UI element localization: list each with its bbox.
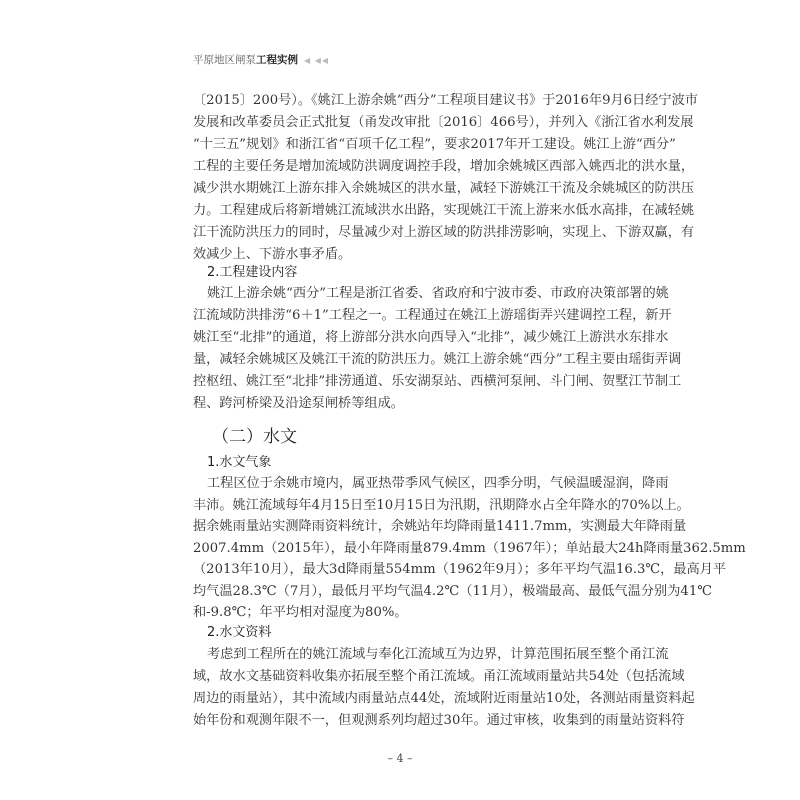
subheading-construction-content: 2.工程建设内容 (207, 265, 298, 280)
text-line: 效减少上、下游水事矛盾。 (193, 247, 352, 262)
paragraph-hydro-meteorology (193, 473, 746, 624)
text-line: 〔2015〕200号）。《姚江上游余姚“西分”工程项目建议书》于2016年9月6日经宁波市 (193, 93, 698, 108)
arrows-decoration-icon: ◀ ◀◀ (304, 56, 329, 65)
text-line: 工程区位于余姚市境内，属亚热带季风气候区，四季分明，气候温暖湿润，降雨 (207, 476, 669, 491)
text-line: 程、跨河桥梁及沿途泵闸桥等组成。 (193, 396, 404, 411)
text-line: 据余姚雨量站实测降雨资料统计，余姚站年均降雨量1411.7mm，实测最大年降雨量 (193, 519, 687, 534)
text-line: 域，故水文基础资料收集亦拓展至整个甬江流域。甬江流域雨量站共54处（包括流域 (193, 669, 685, 684)
text-line: 减少洪水期姚江上游东排入余姚城区的洪水量，减轻下游姚江干流及余姚城区的防洪压 (193, 181, 695, 196)
text-line: 控枢纽、姚江至“北排”排涝通道、乐安湖泵站、西横河泵闸、斗门闸、贺墅江节制工 (193, 374, 682, 389)
text-line: （2013年10月），最大3d降雨量554mm（1962年9月）；多年平均气温16.3℃，最高月平 (193, 562, 727, 577)
text-line: 和-9.8℃；年平均相对湿度为80%。 (193, 605, 408, 620)
book-title: 平原地区闸泵 (193, 54, 256, 66)
section-heading-hydrology: （二）水文 (212, 427, 297, 447)
text-line: 发展和改革委员会正式批复（甬发改审批〔2016〕466号），并列入《浙江省水利发展 (193, 115, 694, 130)
text-line: 始年份和观测年限不一，但观测系列均超过30年。通过审核，收集到的雨量站资料符 (193, 713, 685, 728)
text-line: 丰沛。姚江流域每年4月15日至10月15日为汛期，汛期降水占全年降水的70%以上。 (193, 497, 690, 513)
text-line: 量，减轻余姚城区及姚江干流的防洪压力。姚江上游余姚“西分”工程主要由瑶街弄调 (193, 352, 682, 367)
text-line: 姚江上游余姚“西分”工程是浙江省委、省政府和宁波市委、市政府决策部署的姚 (207, 286, 669, 301)
paragraph-hydrological-data (193, 644, 695, 732)
text-line: 均气温28.3℃（7月），最低月平均气温4.2℃（11月），极端最高、最低气温分别为41℃ (193, 583, 712, 599)
page-number: – 4 – (387, 752, 413, 765)
book-title-bold: 工程实例 (256, 54, 298, 66)
text-line: 考虑到工程所在的姚江流域与奉化江流域互为边界，计算范围拓展至整个甬江流 (207, 647, 669, 662)
subheading-hydrological-data: 2.水文资料 (207, 625, 272, 640)
text-line: 江流域防洪排涝“6＋1”工程之一。工程通过在姚江上游瑶街弄兴建调控工程，新开 (193, 308, 672, 323)
text-line: 2007.4mm（2015年），最小年降雨量879.4mm（1967年）；单站最大24h降雨量362.5mm (193, 540, 746, 556)
text-line: “十三五”规划》和浙江省“百项千亿工程”，要求2017年开工建设。姚江上游“西分” (193, 137, 676, 152)
subheading-hydro-meteorology: 1.水文气象 (207, 455, 272, 470)
text-line: 工程的主要任务是增加流域防洪调度调控手段，增加余姚城区西部入姚西北的洪水量， (193, 159, 695, 174)
paragraph-project-approval (193, 90, 698, 266)
text-line: 力。工程建成后将新增姚江流域洪水出路，实现姚江干流上游来水低水高排，在减轻姚 (193, 203, 695, 218)
running-header (193, 52, 329, 67)
text-line: 周边的雨量站），其中流域内雨量站点44处，流域附近雨量站10处，各测站雨量资料起 (193, 691, 695, 706)
paragraph-construction-content (193, 283, 682, 415)
text-line: 江干流防洪压力的同时，尽量减少对上游区域的防洪排涝影响，实现上、下游双赢，有 (193, 225, 695, 240)
text-line: 姚江至“北排”的通道，将上游部分洪水向西导入“北排”，减少姚江上游洪水东排水 (193, 330, 669, 345)
